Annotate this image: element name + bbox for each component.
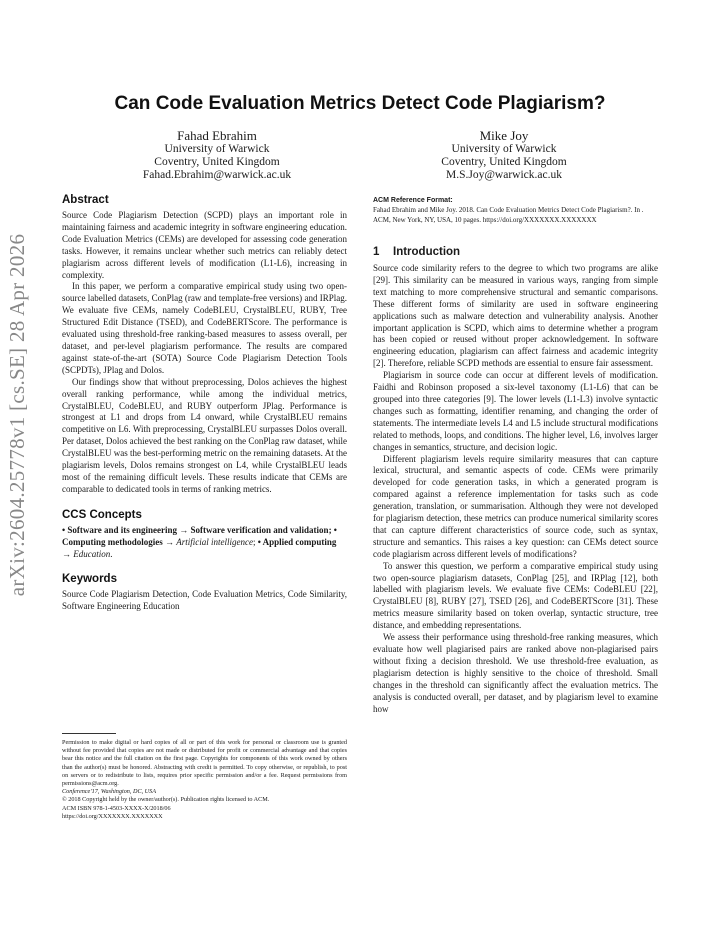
author-location: Coventry, United Kingdom xyxy=(441,156,567,168)
footnote-divider xyxy=(62,733,116,734)
intro-paragraph: Plagiarism in source code can occur at different levels of modification. Faidhi and Robinson proposed a six-level taxonomy (L1-L6) that can be grouped into three categories [9]. The lower levels (L1-L3) involve syntactic changes such as formatting, identifier renaming, and changing the order of statements. The intermediate levels L4 and L5 include structural modifications related to methods, loops, and conditions. The higher level, L6, involves larger changes in semantics, structure, and decision logic. xyxy=(373,370,658,452)
paper-title: Can Code Evaluation Metrics Detect Code Plagiarism? xyxy=(114,93,606,114)
author-affiliation: University of Warwick xyxy=(451,143,557,155)
author-block-1 xyxy=(97,129,337,182)
intro-paragraph: To answer this question, we perform a comparative empirical study using two open-source plagiarism datasets, ConPlag [25], and IRPlag [12], both labelled with plagiarism levels. We evaluate five CEMs: CodeBLEU [22], CrystalBLEU [8], RUBY [27], TSED [26], and CodeBERTScore [31]. These metrics measure similarity based on token overlap, syntactic structure, tree distance, and embedding representations. xyxy=(373,560,658,631)
doi-line: https://doi.org/XXXXXXX.XXXXXXX xyxy=(62,812,163,820)
intro-paragraph: Source code similarity refers to the degree to which two programs are alike [29]. This similarity can be measured in various ways, ranging from simple text matching to more comprehensive structural and semantic comparisons. These different forms of similarity are used in software engineering applications such as malware detection and vulnerability analysis. Another important application is SCPD, which aims to determine whether a program has been copied or reused without proper acknowledgement. In software engineering education, plagiarism can affect fairness and academic integrity [2]. Therefore, reliable SCPD methods are essential to ensure fair assessment. xyxy=(373,263,658,369)
right-column xyxy=(373,197,658,715)
copyright-line: © 2018 Copyright held by the owner/author(s). Publication rights licensed to ACM. xyxy=(62,796,270,804)
ccs-arrow: → xyxy=(62,548,74,559)
author-location: Coventry, United Kingdom xyxy=(154,156,280,168)
author-email: Fahad.Ebrahim@warwick.ac.uk xyxy=(142,169,292,181)
keywords-heading: Keywords xyxy=(62,573,117,586)
ccs-concept-bold: • Software and its engineering → Software verification and validation; • Computing methodologies xyxy=(62,524,337,547)
author-block-2 xyxy=(384,129,624,182)
intro-paragraph: Different plagiarism levels require similarity measures that can capture lexical, structural, and semantic aspects of code. CEMs were primarily developed for code generation tasks, in which a generated program is compared against a reference implementation for tasks such as code generation, translation, or summarisation. Although they were not developed for plagiarism detection, these metrics can produce numerical similarity scores that can capture different characteristics of source code, such as syntax, structure and semantics. This raises a key question: can CEMs detect source code plagiarism across different levels of modifications? xyxy=(373,453,658,559)
keywords-text: Source Code Plagiarism Detection, Code Evaluation Metrics, Code Similarity, Software Engineering Education xyxy=(62,589,347,612)
copyright-footnote xyxy=(62,739,347,821)
ccs-arrow: → xyxy=(162,536,177,547)
abstract-heading: Abstract xyxy=(62,194,109,206)
abstract-paragraph: In this paper, we perform a comparative empirical study using two open-source labelled datasets, ConPlag (raw and template-free versions) and IRPlag. We evaluate five CEMs, namely CodeBLEU, CrystalBLEU, RUBY, Tree Structured Edit Distance (TSED), and CodeBERTScore. The performance is evaluated using threshold-free ranking-based measures to assess overall, per dataset, and per-level plagiarism performance. The results are compared against state-of-the-art (SOTA) Source Code Plagiarism Detection Tools (SCPDTs), JPlag and Dolos. xyxy=(62,281,347,375)
author-name: Fahad Ebrahim xyxy=(177,128,257,143)
ccs-period: . xyxy=(110,548,113,559)
ccs-separator: ; xyxy=(253,536,258,547)
author-name: Mike Joy xyxy=(479,128,529,143)
ccs-heading: CCS Concepts xyxy=(62,508,142,521)
abstract-paragraph: Our findings show that without preprocessing, Dolos achieves the highest overall ranking performance, while among the individual metrics, CrystalBLEU, CodeBLEU, and RUBY outperform JPlag. Performance is strongest at L1 and drops from L4 onward, while CrystalBLEU remains competitive on L6. With preprocessing, CrystalBLEU surpasses Dolos overall. Per dataset, Dolos achieved the best ranking on the ConPlag raw dataset, while CrystalBLEU was the best-performing metric on the remaining datasets. At the plagiarism levels, Dolos remains strongest on L4, while CrystalBLEU leads most of the remaining difficult levels. These results indicate that CEMs are comparable to dedicated tools in terms of ranking metrics. xyxy=(62,376,347,494)
ccs-concepts xyxy=(62,525,347,561)
section-number: 1 xyxy=(373,246,380,258)
acm-reference-text: Fahad Ebrahim and Mike Joy. 2018. Can Code Evaluation Metrics Detect Code Plagiarism?. In . ACM, New York, NY, USA, 10 pages. https://doi.org/XXXXXXX.XXXXXXX xyxy=(373,206,644,224)
abstract-paragraph: Source Code Plagiarism Detection (SCPD) plays an important role in maintaining fairness and academic integrity in software engineering education. Code Evaluation Metrics (CEMs) are developed for assessing code generation tasks. However, it remains unclear whether such metrics can reliably detect plagiarism across different levels of modification (L1-L6), increasing in complexity. xyxy=(62,210,347,280)
ccs-concept-italic: Artificial intelligence xyxy=(176,536,253,547)
author-email: M.S.Joy@warwick.ac.uk xyxy=(446,169,562,181)
introduction-heading xyxy=(373,246,658,258)
conference-info xyxy=(62,788,347,796)
intro-paragraph: We assess their performance using threshold-free ranking measures, which evaluate how well plagiarised pairs are ranked above non-plagiarised pairs without fixing a decision threshold. We use threshold-free evaluation, as plagiarism detection is highly sensitive to the choice of threshold. Small changes in the threshold can significantly affect the evaluation metrics. The analysis is conducted overall, per dataset, and by plagiarism level to examine how xyxy=(373,632,658,714)
conference-name: Conference'17, Washington, DC, USA xyxy=(62,788,157,796)
author-affiliation: University of Warwick xyxy=(164,143,270,155)
isbn-line: ACM ISBN 978-1-4503-XXXX-X/2018/06 xyxy=(62,804,171,812)
ccs-concept-bold: • Applied computing xyxy=(257,536,337,547)
arxiv-identifier-stamp: arXiv:2604.25778v1 [cs.SE] 28 Apr 2026 xyxy=(5,233,29,597)
permission-notice: Permission to make digital or hard copies of all or part of this work for personal or classroom use is granted without fee provided that copies are not made or distributed for profit or commercial advantage and that copies bear this notice and the full citation on the first page. Copyrights for components of this work owned by others than the author(s) must be honored. Abstracting with credit is permitted. To copy otherwise, or republish, to post on servers or to redistribute to lists, requires prior specific permission and/or a fee. Request permissions from permissions@acm.org. xyxy=(62,739,347,788)
ccs-concept-italic: Education xyxy=(73,548,111,559)
left-column xyxy=(62,194,347,613)
section-title: Introduction xyxy=(393,246,461,258)
acm-reference-heading: ACM Reference Format: xyxy=(373,197,453,204)
